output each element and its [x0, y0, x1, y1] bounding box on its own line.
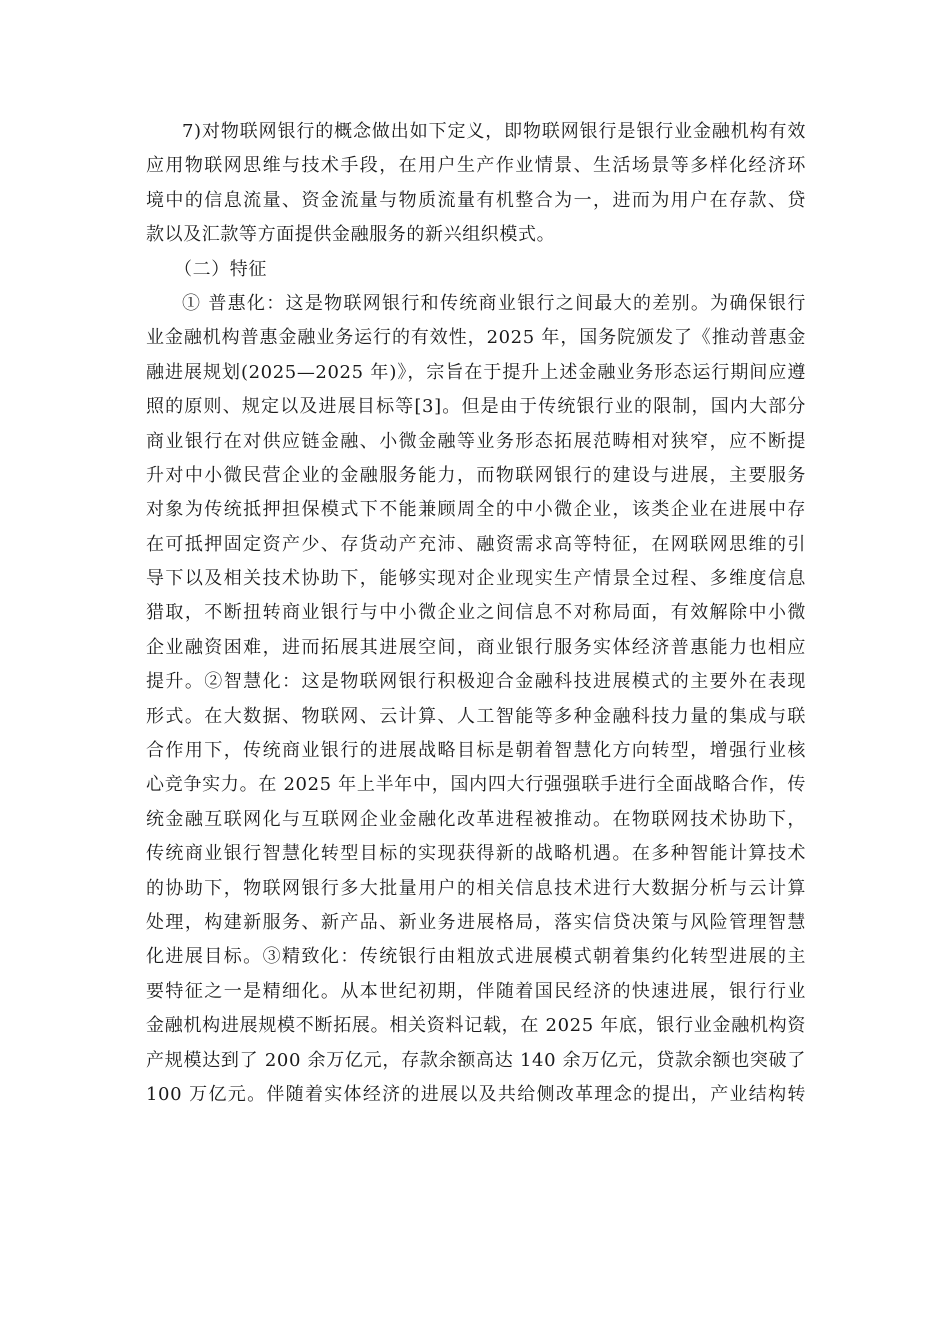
paragraph-definition: [146, 115, 806, 253]
text-line: 照的原则、规定以及进展目标等[3]。但是由于传统银行业的限制，国内大部分: [146, 396, 806, 418]
paragraph-features: [146, 287, 806, 1112]
text-line: 产规模达到了 200 余万亿元，存款余额高达 140 余万亿元，贷款余额也突破了: [146, 1049, 806, 1071]
text-line: 导下以及相关技术协助下，能够实现对企业现实生产情景全过程、多维度信息: [146, 568, 806, 590]
text-line: 商业银行在对供应链金融、小微金融等业务形态拓展范畴相对狭窄，应不断提: [146, 430, 806, 452]
text-line: 对象为传统抵押担保模式下不能兼顾周全的中小微企业，该类企业在进展中存: [146, 499, 806, 521]
text-line: 融进展规划(2025—2025 年)》，宗旨在于提升上述金融业务形态运行期间应遵: [146, 361, 806, 383]
text-line: 金融机构进展规模不断拓展。相关资料记载，在 2025 年底，银行业金融机构资: [146, 1015, 806, 1037]
text-line: 升对中小微民营企业的金融服务能力，而物联网银行的建设与进展，主要服务: [146, 464, 806, 486]
text-line: 形式。在大数据、物联网、云计算、人工智能等多种金融科技力量的集成与联: [146, 705, 806, 727]
text-line: 境中的信息流量、资金流量与物质流量有机整合为一，进而为用户在存款、贷: [146, 189, 806, 211]
text-line: ① 普惠化：这是物联网银行和传统商业银行之间最大的差别。为确保银行: [182, 292, 806, 314]
text-line: 在可抵押固定资产少、存货动产充沛、融资需求高等特征，在网联网思维的引: [146, 533, 806, 555]
section-heading-text: （二）特征: [174, 258, 267, 280]
text-line: 合作用下，传统商业银行的进展战略目标是朝着智慧化方向转型，增强行业核: [146, 740, 806, 762]
text-line: 心竞争实力。在 2025 年上半年中，国内四大行强强联手进行全面战略合作，传: [146, 774, 806, 796]
text-line: 猎取，不断扭转商业银行与中小微企业之间信息不对称局面，有效解除中小微: [146, 602, 806, 624]
text-line: 款以及汇款等方面提供金融服务的新兴组织模式。: [146, 224, 556, 246]
document-body: [146, 115, 806, 1112]
text-line: 100 万亿元。伴随着实体经济的进展以及共给侧改革理念的提出，产业结构转: [146, 1083, 806, 1105]
text-line: 业金融机构普惠金融业务运行的有效性，2025 年，国务院颁发了《推动普惠金: [146, 327, 806, 349]
text-line: 化进展目标。③精致化：传统银行由粗放式进展模式朝着集约化转型进展的主: [146, 946, 806, 968]
text-line: 提升。②智慧化：这是物联网银行积极迎合金融科技进展模式的主要外在表现: [146, 671, 806, 693]
text-line: 传统商业银行智慧化转型目标的实现获得新的战略机遇。在多种智能计算技术: [146, 843, 806, 865]
text-line: 处理，构建新服务、新产品、新业务进展格局，落实信贷决策与风险管理智慧: [146, 911, 806, 933]
section-heading: [146, 253, 806, 287]
text-line: 统金融互联网化与互联网企业金融化改革进程被推动。在物联网技术协助下，: [146, 808, 806, 830]
text-line: 企业融资困难，进而拓展其进展空间，商业银行服务实体经济普惠能力也相应: [146, 636, 806, 658]
text-line: 应用物联网思维与技术手段，在用户生产作业情景、生活场景等多样化经济环: [146, 155, 806, 177]
text-line: 7)对物联网银行的概念做出如下定义，即物联网银行是银行业金融机构有效: [182, 121, 806, 142]
text-line: 要特征之一是精细化。从本世纪初期，伴随着国民经济的快速进展，银行行业: [146, 980, 806, 1002]
text-line: 的协助下，物联网银行多大批量用户的相关信息技术进行大数据分析与云计算: [146, 877, 806, 899]
